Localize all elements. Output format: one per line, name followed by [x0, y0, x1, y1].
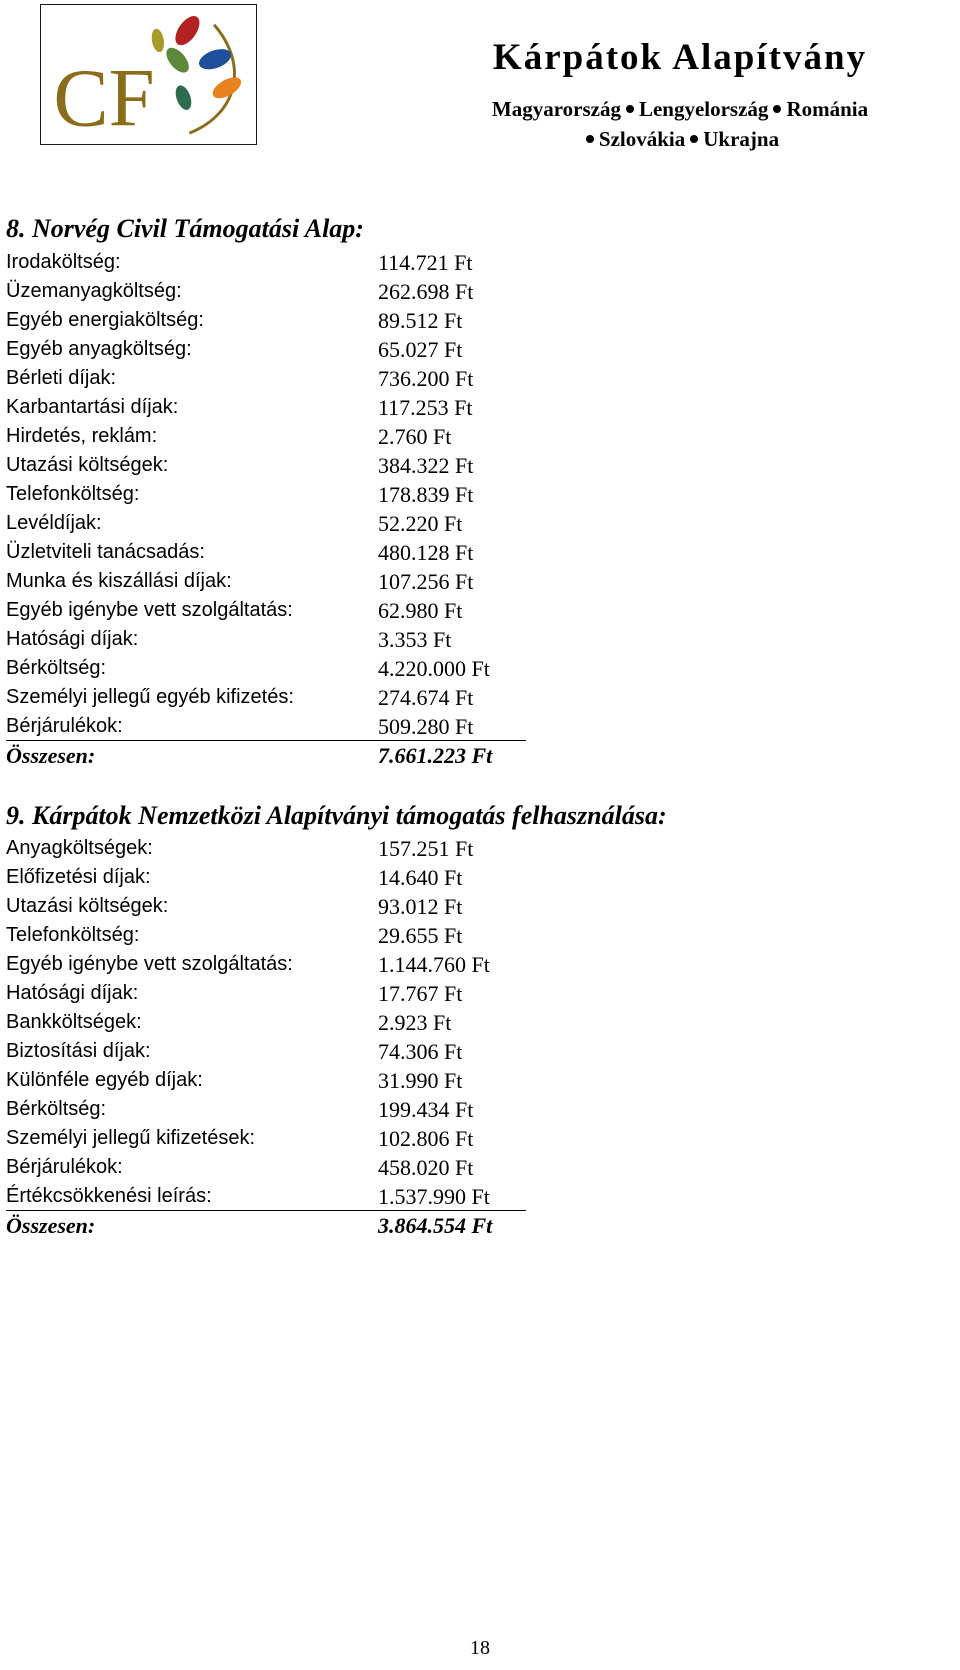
page-number: 18: [470, 1637, 490, 1659]
section-9-list: [6, 834, 526, 1240]
list-item: [6, 625, 526, 654]
list-item: [6, 892, 526, 921]
list-item: [6, 1037, 526, 1066]
list-item: [6, 451, 526, 480]
foundation-logo: [40, 4, 257, 145]
list-item: [6, 1066, 526, 1095]
item-label: Karbantartási díjak:: [6, 396, 179, 418]
country-slovakia: Szlovákia: [598, 127, 686, 151]
list-item: [6, 277, 526, 306]
list-item: [6, 654, 526, 683]
section-8-list: [6, 248, 526, 770]
list-item: [6, 306, 526, 335]
list-item: [6, 393, 526, 422]
total-value: 3.864.554 Ft: [378, 1213, 493, 1238]
item-value: 62.980 Ft: [378, 598, 463, 623]
item-value: 157.251 Ft: [378, 836, 474, 861]
item-value: 1.144.760 Ft: [378, 952, 490, 977]
item-label: Bérleti díjak:: [6, 367, 117, 389]
list-item: [6, 364, 526, 393]
bullet-icon: [586, 135, 594, 143]
item-value: 93.012 Ft: [378, 894, 463, 919]
item-label: Hatósági díjak:: [6, 982, 139, 1004]
item-label: Hirdetés, reklám:: [6, 425, 158, 447]
list-item: [6, 335, 526, 364]
countries-line-1: [430, 97, 930, 122]
item-value: 274.674 Ft: [378, 685, 474, 710]
item-label: Személyi jellegű egyéb kifizetés:: [6, 686, 294, 708]
item-label: Előfizetési díjak:: [6, 866, 151, 888]
item-label: Bérköltség:: [6, 657, 107, 679]
list-item: [6, 422, 526, 451]
item-label: Személyi jellegű kifizetések:: [6, 1127, 255, 1149]
item-label: Utazási költségek:: [6, 454, 169, 476]
item-label: Üzemanyagköltség:: [6, 280, 182, 302]
total-row: [6, 741, 526, 770]
list-item: [6, 834, 526, 863]
leaf-teal: [173, 83, 195, 112]
list-item: [6, 567, 526, 596]
item-label: Bérköltség:: [6, 1098, 107, 1120]
item-value: 114.721 Ft: [378, 250, 473, 275]
item-value: 4.220.000 Ft: [378, 656, 490, 681]
leaf-green: [162, 44, 193, 77]
section-8-title: 8. Norvég Civil Támogatási Alap:: [6, 214, 364, 243]
item-value: 102.806 Ft: [378, 1126, 474, 1151]
item-value: 89.512 Ft: [378, 308, 463, 333]
bullet-icon: [626, 105, 634, 113]
item-value: 31.990 Ft: [378, 1068, 463, 1093]
total-label: Összesen:: [6, 1213, 96, 1238]
item-label: Anyagköltségek:: [6, 837, 153, 859]
item-value: 509.280 Ft: [378, 714, 474, 739]
list-item: [6, 1124, 526, 1153]
item-value: 17.767 Ft: [378, 981, 463, 1006]
country-romania: Románia: [786, 97, 869, 121]
item-value: 14.640 Ft: [378, 865, 463, 890]
item-value: 458.020 Ft: [378, 1155, 474, 1180]
item-value: 107.256 Ft: [378, 569, 474, 594]
item-label: Egyéb igénybe vett szolgáltatás:: [6, 599, 293, 621]
item-label: Egyéb igénybe vett szolgáltatás:: [6, 953, 293, 975]
item-label: Bérjárulékok:: [6, 715, 123, 737]
item-value: 117.253 Ft: [378, 395, 473, 420]
logo-graphic: [41, 5, 256, 144]
item-value: 384.322 Ft: [378, 453, 474, 478]
item-label: Utazási költségek:: [6, 895, 169, 917]
item-label: Egyéb energiaköltség:: [6, 309, 204, 331]
bullet-icon: [773, 105, 781, 113]
leaf-olive: [150, 28, 166, 53]
item-label: Levéldíjak:: [6, 512, 102, 534]
list-item: [6, 950, 526, 979]
item-value: 736.200 Ft: [378, 366, 474, 391]
list-item: [6, 248, 526, 277]
list-item: [6, 863, 526, 892]
item-label: Hatósági díjak:: [6, 628, 139, 650]
item-value: 199.434 Ft: [378, 1097, 474, 1122]
country-poland: Lengyelország: [638, 97, 769, 121]
item-value: 74.306 Ft: [378, 1039, 463, 1064]
list-item: [6, 1182, 526, 1211]
item-label: Telefonköltség:: [6, 924, 140, 946]
item-label: Irodaköltség:: [6, 251, 121, 273]
item-value: 262.698 Ft: [378, 279, 474, 304]
list-item: [6, 712, 526, 741]
list-item: [6, 509, 526, 538]
total-row: [6, 1211, 526, 1240]
bullet-icon: [690, 135, 698, 143]
list-item: [6, 1153, 526, 1182]
country-hungary: Magyarország: [491, 97, 621, 121]
item-value: 3.353 Ft: [378, 627, 452, 652]
organization-name: Kárpátok Alapítvány: [492, 37, 868, 78]
item-label: Különféle egyéb díjak:: [6, 1069, 203, 1091]
logo-letters: CF: [53, 51, 155, 144]
item-value: 1.537.990 Ft: [378, 1184, 490, 1209]
list-item: [6, 480, 526, 509]
item-value: 480.128 Ft: [378, 540, 474, 565]
item-label: Bérjárulékok:: [6, 1156, 123, 1178]
total-label: Összesen:: [6, 743, 96, 768]
item-value: 65.027 Ft: [378, 337, 463, 362]
item-value: 2.760 Ft: [378, 424, 452, 449]
item-label: Biztosítási díjak:: [6, 1040, 151, 1062]
item-label: Értékcsökkenési leírás:: [6, 1185, 212, 1207]
list-item: [6, 683, 526, 712]
list-item: [6, 596, 526, 625]
item-label: Üzletviteli tanácsadás:: [6, 541, 205, 563]
item-label: Telefonköltség:: [6, 483, 140, 505]
leaf-red: [171, 12, 205, 50]
list-item: [6, 1095, 526, 1124]
list-item: [6, 538, 526, 567]
item-value: 178.839 Ft: [378, 482, 474, 507]
total-value: 7.661.223 Ft: [378, 743, 493, 768]
countries-line-2: [430, 127, 930, 152]
item-value: 52.220 Ft: [378, 511, 463, 536]
leaf-orange: [209, 73, 244, 102]
list-item: [6, 921, 526, 950]
list-item: [6, 979, 526, 1008]
item-value: 2.923 Ft: [378, 1010, 452, 1035]
country-ukraine: Ukrajna: [703, 127, 780, 151]
item-value: 29.655 Ft: [378, 923, 463, 948]
item-label: Bankköltségek:: [6, 1011, 142, 1033]
item-label: Egyéb anyagköltség:: [6, 338, 192, 360]
item-label: Munka és kiszállási díjak:: [6, 570, 232, 592]
section-9-title: 9. Kárpátok Nemzetközi Alapítványi támogatás felhasználása:: [6, 801, 667, 830]
list-item: [6, 1008, 526, 1037]
